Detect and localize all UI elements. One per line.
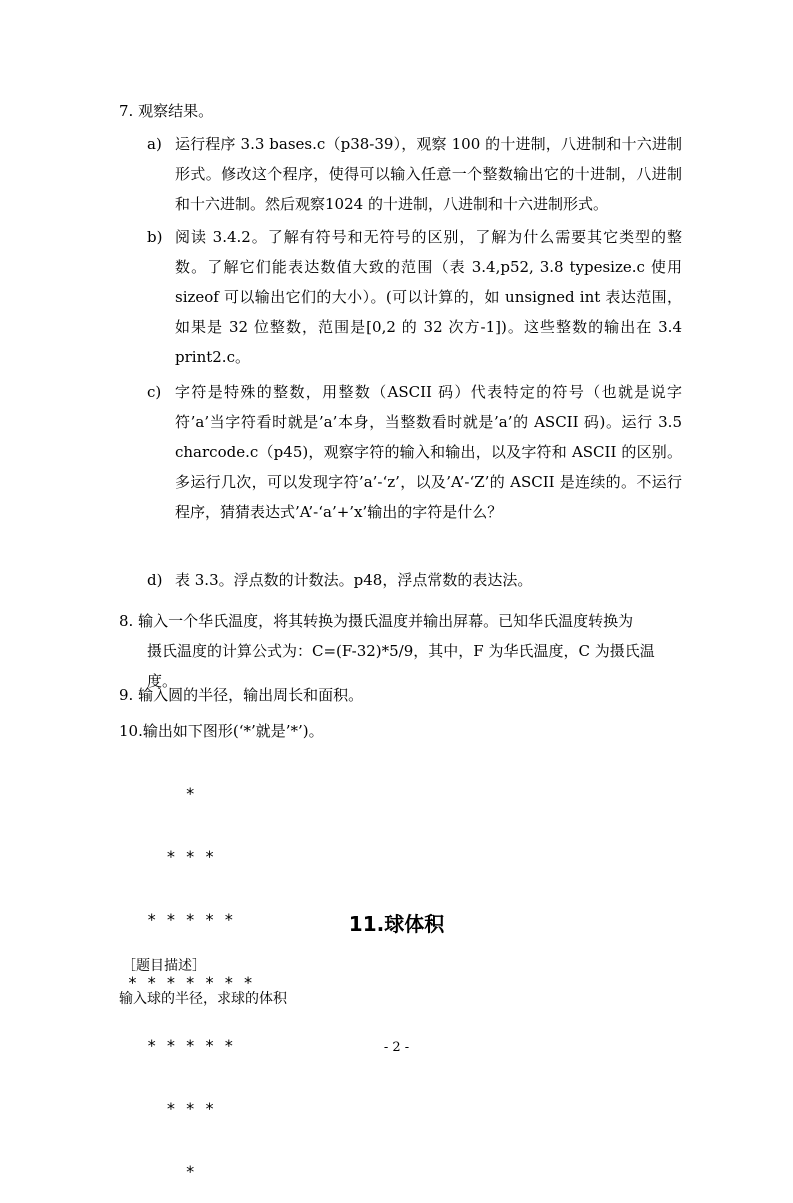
item-7b-label: b) [147,228,163,246]
item-7d-text: 表 3.3。浮点数的计数法。p48，浮点常数的表达法。 [175,571,533,589]
item-7a-label: a) [147,135,162,153]
item-7c [147,377,682,527]
item-7d [147,565,682,595]
star-row: * * * * * [118,1036,234,1055]
item-7c-label: c) [147,383,162,401]
item-7c-text: 字符是特殊的整数，用整数（ASCII 码）代表特定的符号（也就是说字符’a’当字符看时就是’a’本身，当整数看时就是’a’的 ASCII 码)。运行 3.5 charcode.c（p45)，观察字符的输入和输出，以及字符和 ASCII 的区别。多运行几次，可以发现字符’a’-‘z’，以及’A’-‘Z’的 ASCII 是连续的。不运行程序，猜猜表达式’A’-‘a’+’x’输出的字符是什么？ [175,383,682,521]
item-8-line2: 摄氏温度的计算公式为：C=(F-32)*5/9，其中，F 为华氏温度，C 为摄氏温度。 [147,642,655,690]
star-row: * * * [118,847,215,866]
item-7b-text: 阅读 3.4.2。了解有符号和无符号的区别，了解为什么需要其它类型的整数。了解它们能表达数值大致的范围（表 3.4,p52, 3.8 typesize.c 使用 sizeof 可以输出它们的大小）。(可以计算的，如 unsigned int 表达范围，如果是 32 位整数，范围是[0,2 的 32 次方-1])。这些整数的输出在 3.4 print2.c。 [175,228,682,366]
star-row: * [118,1162,196,1181]
star-row: * * * * * * * [118,973,253,992]
item-8-line1: 8. 输入一个华氏温度，将其转换为摄氏温度并输出屏幕。已知华氏温度转换为 [119,612,634,630]
item-9-text: 9. 输入圆的半径，输出周长和面积。 [119,686,364,704]
item-10-text: 10.输出如下图形(‘*’就是’*’)。 [119,722,324,740]
item-7a-text: 运行程序 3.3 bases.c（p38-39），观察 100 的十进制，八进制和十六进制形式。修改这个程序，使得可以输入任意一个整数输出它的十进制，八进制和十六进制。然后观察1024 的十进制，八进制和十六进制形式。 [175,135,682,213]
item-7b [147,222,682,372]
section-11-title: 11.球体积 [348,912,445,936]
item-9 [119,680,679,710]
problem-description-label: ［题目描述］ [122,958,206,974]
star-row: * * * [118,1099,215,1118]
item-7: 7. 观察结果。 [119,102,214,120]
page-number: - 2 - [383,1040,410,1055]
item-7a [147,129,682,219]
problem-description-text: 输入球的半径，求球的体积 [119,991,287,1007]
item-7d-label: d) [147,571,163,589]
star-row: * * * * * [118,910,234,929]
star-row: * [118,784,196,803]
